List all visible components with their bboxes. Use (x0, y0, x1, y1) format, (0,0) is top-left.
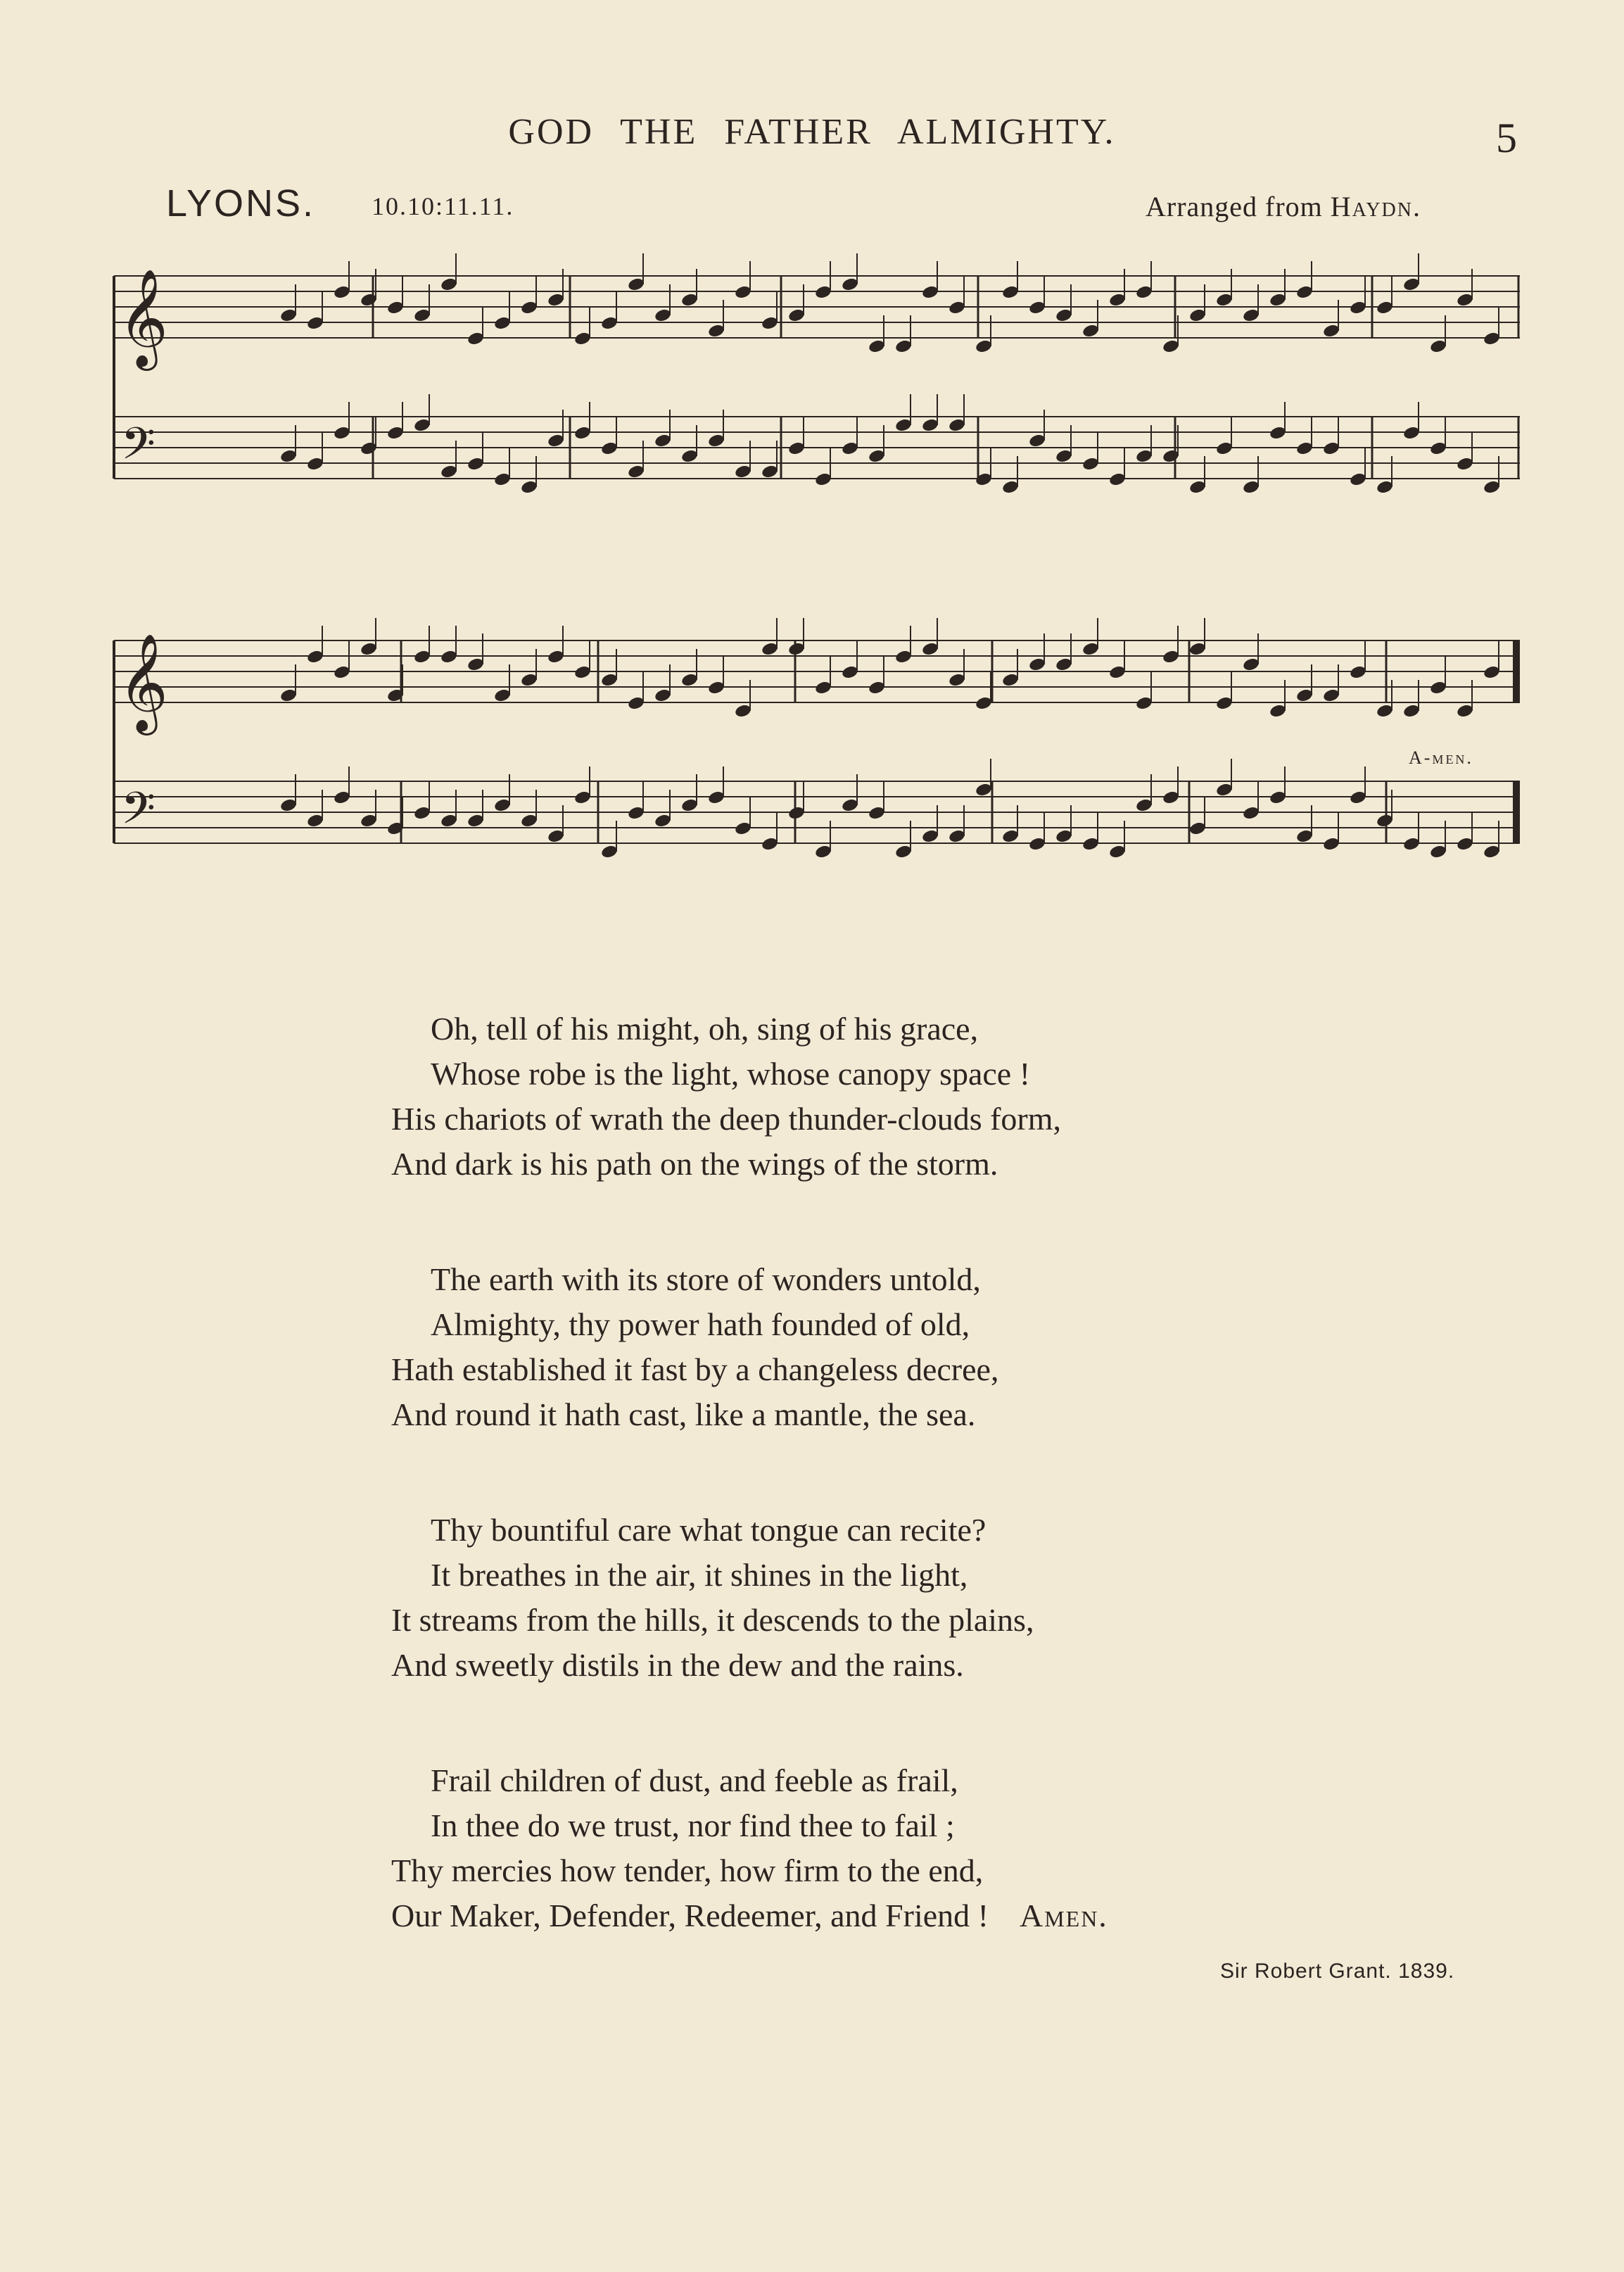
verse-line: Thy bountiful care what tongue can recite? (431, 1512, 987, 1548)
verse-line: Hath established it fast by a changeless decree, (391, 1351, 999, 1387)
amen-label: A-men. (1409, 747, 1473, 768)
verse-line: The earth with its store of wonders untold, (431, 1261, 981, 1297)
verse-line: It streams from the hills, it descends to the plains, (391, 1602, 1034, 1638)
tune-meter: 10.10:11.11. (372, 192, 514, 220)
composer-name: Haydn. (1330, 191, 1421, 222)
music-system-2 (106, 612, 1534, 894)
tune-name: LYONS. (166, 182, 316, 225)
verse-line: And dark is his path on the wings of the storm. (391, 1146, 998, 1182)
verse-line-text: Our Maker, Defender, Redeemer, and Friend ! (391, 1898, 989, 1933)
verse-line: His chariots of wrath the deep thunder-clouds form, (391, 1101, 1062, 1137)
hymn-text (391, 1006, 1306, 2009)
bass-clef-icon: 𝄢 (121, 782, 156, 845)
stanza-2 (391, 1257, 1306, 1437)
stanza-3 (391, 1508, 1306, 1688)
verse-line: It breathes in the air, it shines in the light, (431, 1557, 968, 1593)
treble-clef-icon: 𝄞 (118, 633, 168, 731)
final-barline (1513, 640, 1520, 702)
verse-line: Frail children of dust, and feeble as frail, (431, 1762, 958, 1798)
verse-line: Oh, tell of his might, oh, sing of his grace, (431, 1011, 979, 1047)
verse-line: Almighty, thy power hath founded of old, (431, 1306, 970, 1342)
page-number: 5 (1496, 115, 1517, 161)
arranger-credit (1146, 190, 1421, 223)
verse-line: And round it hath cast, like a mantle, the sea. (391, 1396, 976, 1432)
stanza-1 (391, 1006, 1306, 1187)
running-title: GOD THE FATHER ALMIGHTY. (508, 112, 1116, 152)
music-system-1 (106, 248, 1534, 543)
arranged-prefix: Arranged from (1146, 191, 1323, 222)
closing-amen: Amen. (1019, 1898, 1108, 1933)
verse-line: In thee do we trust, nor find thee to fail ; (431, 1807, 955, 1843)
stanza-4 (391, 1758, 1306, 1938)
verse-line: And sweetly distils in the dew and the rains. (391, 1647, 964, 1683)
verse-line: Thy mercies how tender, how firm to the end, (391, 1853, 984, 1888)
verse-line: Whose robe is the light, whose canopy space ! (431, 1056, 1031, 1092)
bass-clef-icon: 𝄢 (121, 417, 156, 480)
verse-line (391, 1893, 1306, 1938)
music-staves-1 (106, 248, 1534, 543)
final-barline (1513, 781, 1520, 843)
author-attribution: Sir Robert Grant. 1839. (1220, 1959, 1455, 1983)
treble-clef-icon: 𝄞 (118, 269, 168, 367)
music-staves-2 (106, 612, 1534, 894)
